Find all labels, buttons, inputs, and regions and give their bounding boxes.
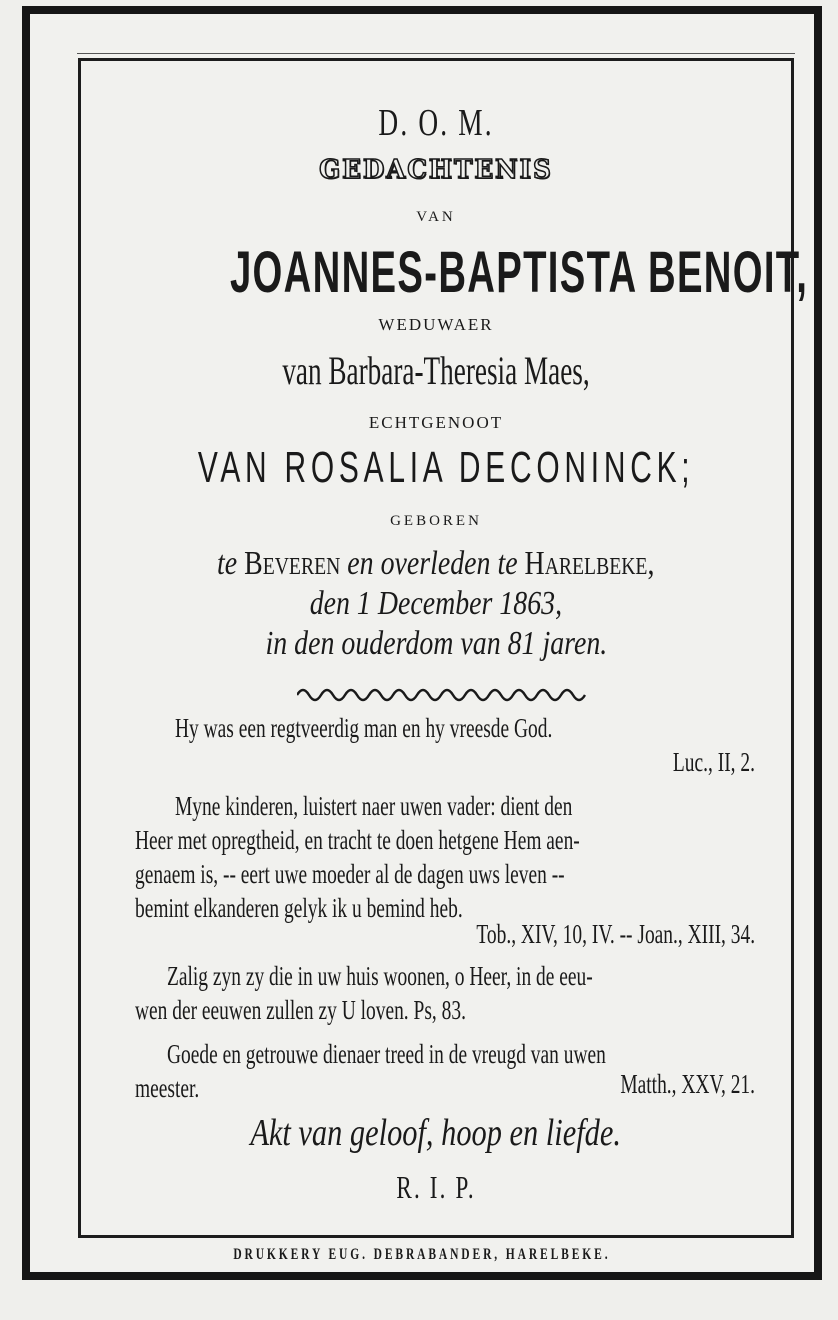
- first-wife-name: van Barbara-Theresia Maes,: [282, 348, 590, 393]
- second-wife-name: VAN ROSALIA DECONINCK;: [197, 443, 695, 492]
- akt-line: Akt van geloof, hoop en liefde.: [250, 1112, 622, 1154]
- born-label: GEBOREN: [390, 513, 482, 529]
- widower-label: WEDUWAER: [378, 315, 494, 334]
- quote-1-reference: Luc., II, 2.: [672, 747, 755, 777]
- quote-3: Zalig zyn zy die in uw huis woonen, o Heer, in de eeu- wen der eeuwen zullen zy U loven. Ps, 83.: [135, 961, 593, 1025]
- spouse-label: ECHTGENOOT: [368, 413, 504, 432]
- quote-2: Myne kinderen, luistert naer uwen vader: dient den Heer met opregtheid, en tracht te doen hetgene Hem aen- genaem is, -- eert uwe moeder al de dagen uws leven -- bemint elkanderen gelyk ik u bemind heb.: [135, 791, 580, 923]
- dom-heading: D. O. M.: [378, 102, 494, 144]
- birth-death-places: te Beveren en overleden te Harelbeke,: [217, 545, 655, 582]
- birthplace: Beveren: [244, 545, 341, 582]
- memorial-card: [22, 6, 822, 1280]
- quote-4: Goede en getrouwe dienaer treed in de vreugd van uwen meester.: [135, 1039, 606, 1103]
- van-label: VAN: [416, 209, 456, 225]
- quote-4-reference: Matth., XXV, 21.: [620, 1069, 755, 1099]
- quote-2-reference: Tob., XIV, 10, IV. -- Joan., XIII, 34.: [476, 919, 755, 949]
- rip-line: R. I. P.: [396, 1169, 476, 1205]
- deceased-name: JOANNES-BAPTISTA BENOIT,: [229, 240, 809, 305]
- gedachtenis-heading: GEDACHTENIS: [319, 155, 553, 185]
- printer-imprint: DRUKKERY EUG. DEBRABANDER, HARELBEKE.: [233, 1246, 611, 1263]
- inner-border: [78, 58, 809, 1238]
- deathplace: Harelbeke,: [524, 545, 655, 582]
- death-date: den 1 December 1863,: [309, 585, 563, 622]
- wavy-divider: [297, 683, 587, 705]
- quote-1: Hy was een regtveerdig man en hy vreesde God.: [175, 713, 553, 743]
- age-line: in den ouderdom van 81 jaren.: [265, 625, 607, 662]
